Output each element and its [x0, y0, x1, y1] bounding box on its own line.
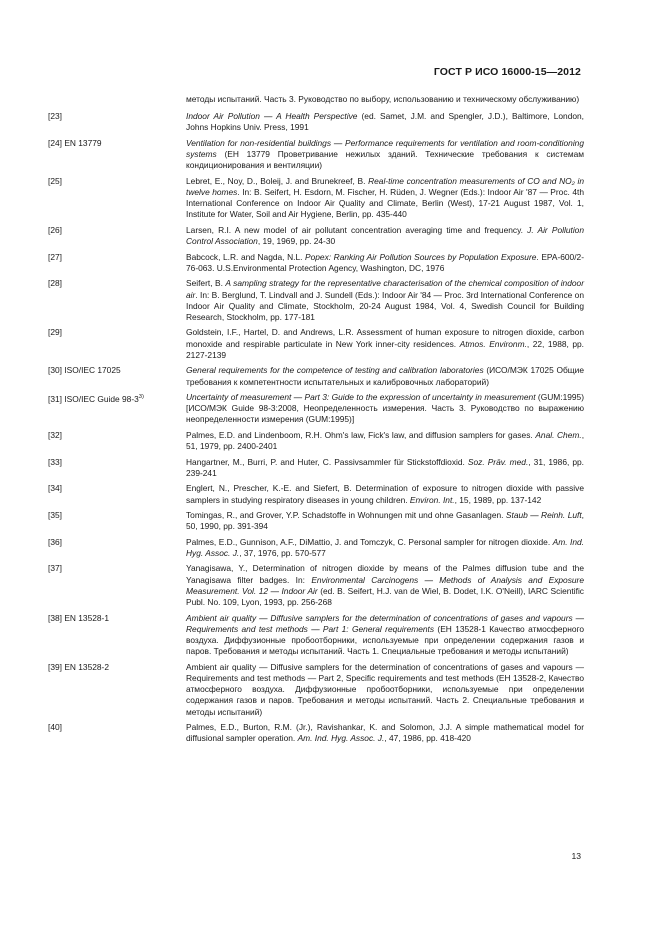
reference-text — [186, 278, 584, 323]
reference-detail: Yanagisawa, Y., Determination of nitrogen dioxide by means of the Palmes diffusion tube and the Yanagisawa filter badges. In: — [186, 563, 584, 585]
reference-entry — [48, 392, 584, 426]
reference-index: [25] — [48, 175, 62, 186]
reference-text — [186, 392, 584, 426]
reference-number — [48, 483, 186, 505]
reference-detail: (ИСО/МЭК 17025 Общие требования к компетентности испытательных и калибровочных лабораторий) — [186, 365, 584, 387]
continuation-entry — [48, 94, 584, 105]
reference-title: Uncertainty of measurement — Part 3: Guide to the expression of uncertainty in measurement — [186, 392, 536, 403]
reference-number — [48, 225, 186, 247]
reference-detail: . EPA-600/2-76-063. U.S.Environmental Protection Agency, Washington, DC, 1976 — [186, 251, 584, 273]
reference-index: [23] — [48, 111, 62, 122]
reference-number — [48, 111, 186, 133]
reference-title: Staub — Reinh. Luft — [505, 510, 582, 521]
reference-title: Real-time concentration measurements of CO and NO₂ in twelve homes — [186, 175, 585, 198]
reference-entry — [48, 537, 584, 559]
reference-number — [48, 457, 186, 479]
reference-title: J. Air Pollution Control Association — [186, 224, 584, 247]
reference-detail: Seifert, B. — [186, 278, 226, 289]
reference-detail: Palmes, E.D., Gunnison, A.F., DiMattio, J. and Tomczyk, C. Personal sampler for nitrogen dioxide. — [186, 536, 553, 547]
reference-index: [37] — [48, 563, 62, 574]
reference-index: [33] — [48, 456, 62, 467]
reference-detail: , 37, 1976, pp. 570-577 — [239, 547, 326, 558]
reference-standard: ISO/IEC 17025 — [64, 365, 121, 376]
reference-entry — [48, 430, 584, 452]
reference-detail: (ed. Samet, J.M. and Spengler, J.D.), Baltimore, London, Johns Hopkins Univ. Press, 1991 — [186, 111, 584, 133]
reference-index: [27] — [48, 251, 62, 262]
reference-title: Ambient air quality — Diffusive samplers for the determination of concentrations of gases and vapours — Requirements and test methods — Part 1: General requirements — [186, 612, 584, 634]
reference-entry — [48, 138, 584, 172]
reference-detail: , 31, 1986, pp. 239-241 — [186, 456, 584, 478]
reference-text — [186, 327, 584, 361]
reference-detail: Lebret, E., Noy, D., Boleij, J. and Brunekreef, B. — [186, 175, 369, 186]
reference-title: Ventilation for non-residential buildings — Performance requirements for ventilation and room-conditioning systems — [186, 137, 584, 160]
reference-title: A sampling strategy for the representative characterisation of the chemical composition of indoor air — [186, 278, 584, 300]
reference-number — [48, 138, 186, 172]
reference-detail: , 47, 1986, pp. 418-420 — [384, 733, 471, 744]
reference-detail: . In: B. Seifert, H. Esdorn, M. Fischer, H. Rüden, J. Wegner (Eds.): Indoor Air '87 — Proc. 4th International Conference on Indoor Air Quality and Climate, Berlin (West), 17-21 August 1987, Vol. 1, Institute for Water, Soil and Air Hygiene, Berlin, pp. 435-440 — [186, 187, 584, 220]
reference-detail: Tomingas, R., and Grover, Y.P. Schadstoffe in Wohnungen mit und ohne Gasanlagen. — [186, 510, 506, 521]
reference-text — [186, 613, 584, 658]
reference-entry — [48, 510, 584, 532]
reference-number — [48, 537, 186, 559]
document-header: ГОСТ Р ИСО 16000-15—2012 — [433, 66, 581, 78]
reference-number — [48, 365, 186, 387]
reference-number — [48, 613, 186, 658]
reference-detail: (ed. B. Seifert, H.J. van de Wiel, B. Dodet, I.K. O'Neill), IARC Scientific Publ. No. 109, Lyon, 1993, pp. 256-268 — [186, 585, 584, 608]
reference-title: Soz. Präv. med. — [467, 456, 529, 467]
reference-title: Am. Ind. Hyg. Assoc. J. — [186, 536, 585, 558]
reference-number — [48, 510, 186, 532]
reference-entry — [48, 252, 584, 274]
reference-title: Environ. Int. — [409, 494, 455, 505]
reference-detail: , 22, 1988, pp. 2127-2139 — [186, 338, 584, 360]
reference-detail: , 51, 1979, pp. 2400-2401 — [186, 429, 585, 452]
reference-index: [35] — [48, 510, 62, 521]
reference-number — [48, 722, 186, 744]
reference-title: Popex: Ranking Air Pollution Sources by Population Exposure — [305, 251, 537, 262]
reference-index: [32] — [48, 429, 62, 440]
reference-text — [186, 111, 584, 133]
reference-index: [30] — [48, 365, 62, 376]
reference-number — [48, 563, 186, 608]
reference-text — [186, 252, 584, 274]
reference-number — [48, 662, 186, 718]
reference-number — [48, 392, 186, 426]
reference-detail: , 19, 1969, pp. 24-30 — [257, 236, 336, 247]
reference-entry — [48, 457, 584, 479]
reference-title: Anal. Chem. — [535, 429, 582, 440]
reference-standard: ISO/IEC Guide 98-3 — [64, 393, 139, 404]
reference-number — [48, 278, 186, 323]
reference-detail: Babcock, L.R. and Nagda, N.L. — [186, 251, 306, 262]
reference-text — [186, 365, 584, 387]
reference-index: [24] — [48, 137, 62, 148]
reference-text — [186, 537, 584, 559]
reference-detail: (GUM:1995) [ИСО/МЭК Guide 98-3:2008, Неопределенность измерения. Часть 3. Руководство по выражению неопределенности измерения (GUM:1995)] — [186, 392, 584, 425]
reference-detail: Ambient air quality — Diffusive samplers for the determination of concentrations of gases and vapours — Requirements and test methods — Part 2, Specific requirements and test methods (ЕН 13528-2, Качество атмосферного воздуха. Диффузионные пробоотборники, используемые при определении содержания газов и паров. Требования и методы испытаний. Часть 2. Специальные требования и методы испытаний) — [186, 661, 584, 717]
reference-standard: EN 13528-1 — [64, 612, 110, 623]
reference-standard: EN 13528-2 — [64, 661, 110, 672]
reference-text — [186, 176, 584, 221]
reference-index: [26] — [48, 224, 62, 235]
reference-title: Indoor Air Pollution — A Health Perspective — [186, 111, 358, 122]
reference-number — [48, 176, 186, 221]
reference-detail: Englert, N., Prescher, K.-E. and Siefert, B. Determination of exposure to nitrogen dioxide with passive samplers in studying respiratory diseases in young children. — [186, 483, 584, 505]
reference-detail: , 50, 1990, pp. 391-394 — [186, 510, 584, 532]
reference-entry — [48, 483, 584, 505]
reference-index: [34] — [48, 483, 62, 494]
reference-entry — [48, 327, 584, 361]
reference-entry — [48, 365, 584, 387]
reference-index: [39] — [48, 661, 62, 672]
reference-entry — [48, 111, 584, 133]
reference-number — [48, 327, 186, 361]
reference-text — [186, 430, 584, 452]
reference-title: Am. Ind. Hyg. Assoc. J. — [297, 733, 385, 744]
reference-number — [48, 252, 186, 274]
reference-text — [186, 225, 584, 247]
reference-text — [186, 138, 584, 172]
reference-entry — [48, 563, 584, 608]
reference-text — [186, 563, 584, 608]
reference-detail: Larsen, R.I. A new model of air pollutant concentration averaging time and frequency. — [186, 224, 528, 235]
reference-text — [186, 662, 584, 718]
reference-entry — [48, 225, 584, 247]
reference-index: [29] — [48, 327, 62, 338]
reference-index: [36] — [48, 536, 62, 547]
reference-entry — [48, 176, 584, 221]
reference-text — [186, 722, 584, 744]
reference-entry — [48, 662, 584, 718]
reference-detail: (ЕН 13779 Проветривание нежилых зданий. Технические требования к системам кондиционирования и вентиляции) — [186, 149, 584, 171]
reference-text — [186, 483, 584, 505]
reference-detail: Palmes, E.D., Burton, R.M. (Jr.), Ravishankar, K. and Solomon, J.J. A simple mathematical model for diffusional sampler operation. — [186, 722, 584, 744]
reference-index: [28] — [48, 278, 62, 289]
reference-list — [48, 94, 584, 749]
reference-title: Atmos. Environm. — [459, 338, 527, 349]
reference-entries — [48, 111, 584, 744]
page-number: 13 — [571, 851, 581, 861]
reference-title: Environmental Carcinogens — Methods of Analysis and Exposure Measurement. Vol. 12 — Indoor Air — [186, 574, 584, 596]
reference-entry — [48, 722, 584, 744]
reference-detail: Palmes, E.D. and Lindenboom, R.H. Ohm's law, Fick's law, and diffusion samplers for gases. — [186, 429, 536, 440]
reference-index: [38] — [48, 612, 62, 623]
reference-title: General requirements for the competence of testing and calibration laboratories — [186, 365, 484, 376]
reference-standard: EN 13779 — [64, 137, 102, 148]
footnote-marker: 3) — [138, 394, 144, 401]
reference-detail: (ЕН 13528-1 Качество атмосферного воздуха. Диффузионные пробоотборники, используемые при определении содержания газов и паров. Требования и методы испытаний. Часть 1. Специальные требования и методы испытаний) — [186, 623, 585, 657]
reference-detail: Hangartner, M., Burri, P. and Huter, C. Passivsammler für Stickstoffdioxid. — [186, 456, 468, 467]
continuation-text: методы испытаний. Часть 3. Руководство по выбору, использованию и техническому обслуживанию) — [186, 94, 580, 104]
reference-detail: , 15, 1989, pp. 137-142 — [454, 494, 542, 505]
reference-text — [186, 510, 584, 532]
reference-entry — [48, 278, 584, 323]
reference-detail: . In: B. Berglund, T. Lindvall and J. Sundell (Eds.): Indoor Air '84 — Proc. 3rd International Conference on Indoor Air Quality and Climate, Stockholm, 20-24 August 1984, Vol. 4, Swedish Council for Building Research, Stockholm, pp. 177-181 — [186, 289, 584, 322]
reference-index: [31] — [48, 393, 62, 404]
reference-detail: Goldstein, I.F., Hartel, D. and Andrews, L.R. Assessment of human exposure to nitrogen dioxide, carbon monoxide and respirable particulate in New York inner-city residences. — [186, 327, 584, 349]
reference-number — [48, 430, 186, 452]
reference-text — [186, 457, 584, 479]
reference-index: [40] — [48, 722, 62, 732]
reference-entry — [48, 613, 584, 658]
